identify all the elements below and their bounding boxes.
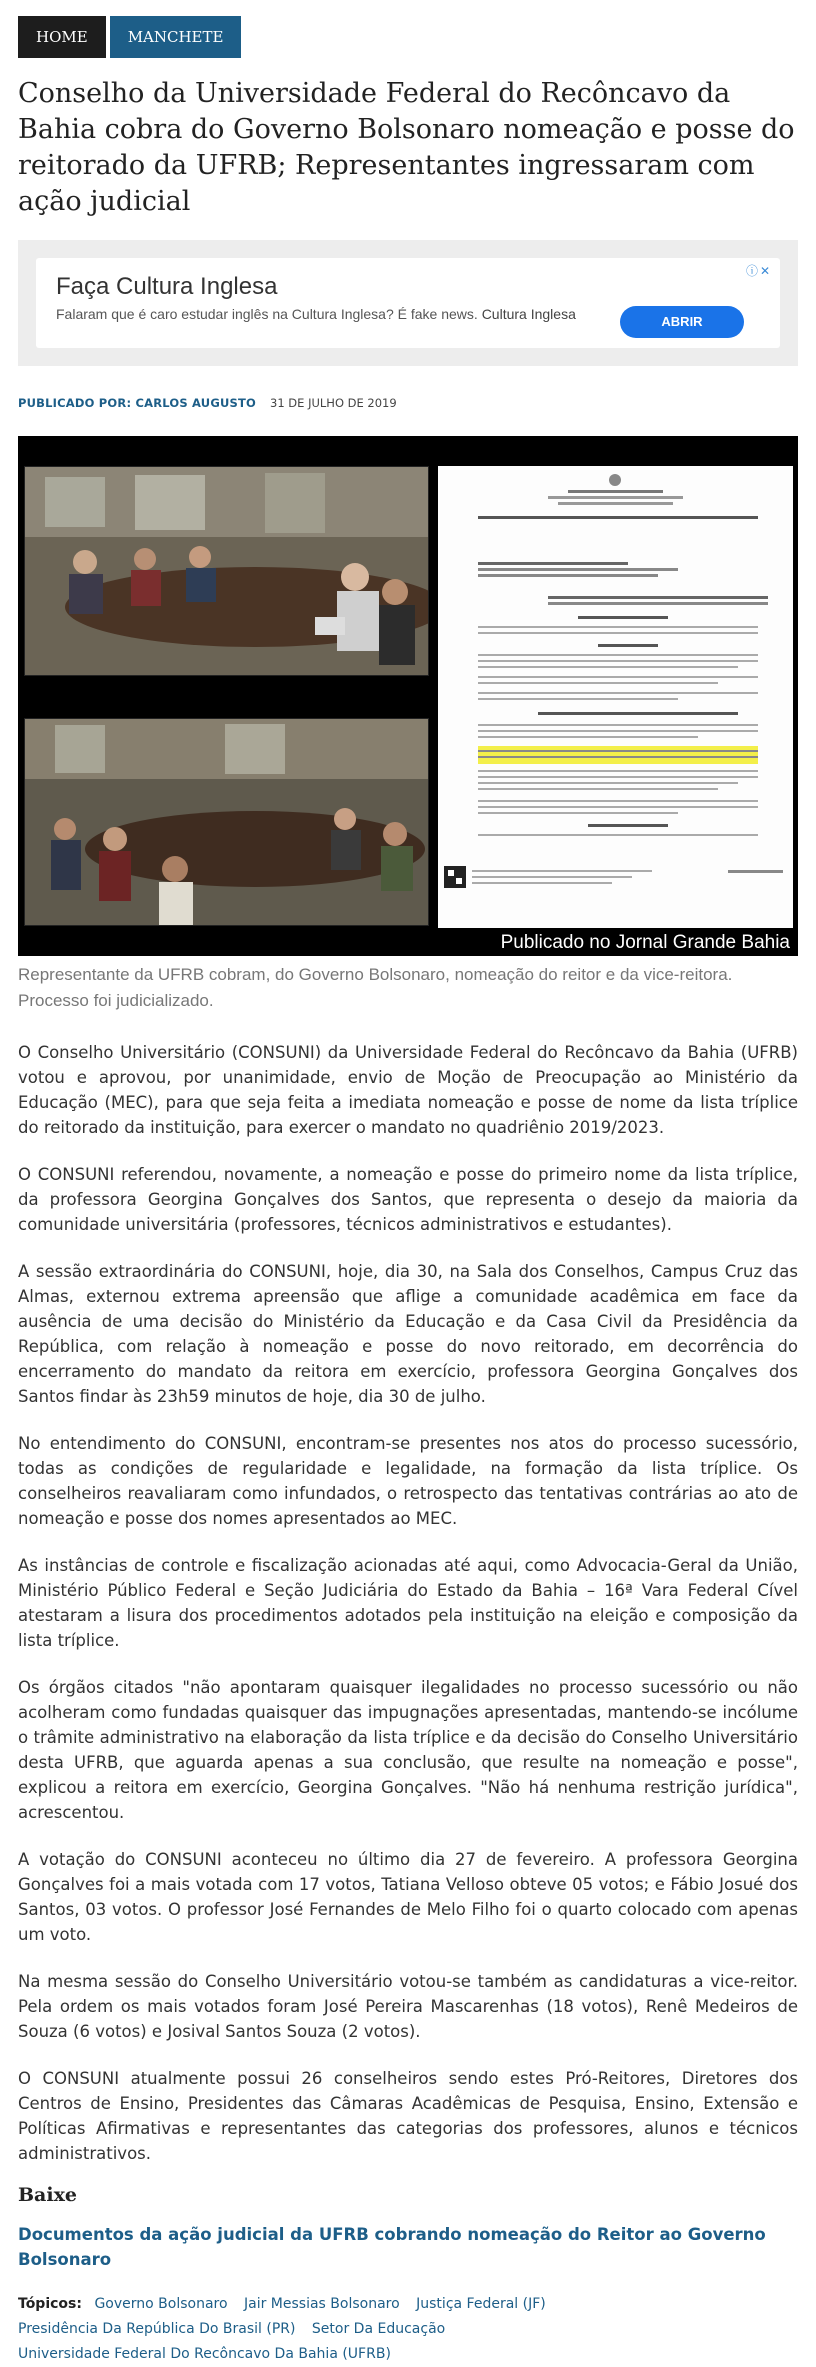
topics-row (18, 2342, 798, 2367)
meeting-photo-1 (24, 466, 429, 676)
topic-link[interactable]: Setor Da Educação (311, 2321, 446, 2337)
topics-section (18, 2292, 798, 2367)
ad-choices-icon[interactable]: ⓘ✕ (745, 264, 772, 278)
author-link[interactable]: PUBLICADO POR: CARLOS AUGUSTO (18, 396, 257, 410)
article-figure[interactable] (18, 436, 798, 956)
topic-link[interactable]: Justiça Federal (JF) (416, 2296, 546, 2312)
article-paragraph: O Conselho Universitário (CONSUNI) da Universidade Federal do Recôncavo da Bahia (UFRB) votou e aprovou, por unanimidade, envio de Moção de Preocupação ao Ministério da Educação (MEC), para que seja feita a imediata nomeação e posse de nome da lista tríplice do reitorado da instituição, para exercer o mandato no quadriênio 2019/2023. (18, 1043, 798, 1137)
topics-label: Tópicos: (18, 2296, 82, 2312)
topic-link[interactable]: Universidade Federal Do Recôncavo Da Bahia (UFRB) (18, 2346, 391, 2362)
ad-brand: Cultura Inglesa (481, 306, 576, 322)
ad-container (18, 240, 798, 366)
court-document-image (438, 466, 793, 928)
article-paragraph: O CONSUNI atualmente possui 26 conselheiros sendo estes Pró-Reitores, Diretores dos Centros de Ensino, Presidentes das Câmaras Acadêmicas de Pesquisa, Ensino, Extensão e Políticas Afirmativas e representantes das categorias dos professores, alunos e técnicos administrativos. (18, 2069, 798, 2163)
ad-title[interactable]: Faça Cultura Inglesa (56, 273, 278, 300)
article-paragraph: A votação do CONSUNI aconteceu no último dia 27 de fevereiro. A professora Georgina Gonçalves foi a mais votada com 17 votos, Tatiana Velloso obteve 05 votos; e Fábio Josué dos Santos, 03 votos. O professor José Fernandes de Melo Filho foi o quarto colocado com apenas um voto. (18, 1850, 798, 1944)
figure-overlay-text: Publicado no Jornal Grande Bahia (500, 932, 790, 953)
article-paragraph: Os órgãos citados "não apontaram quaisquer ilegalidades no processo sucessório ou não acolheram como fundadas quaisquer das impugnações apresentadas, mantendo-se incólume o trâmite administrativo na elaboração da lista tríplice e da decisão do Conselho Universitário desta UFRB, que aguarda apenas a sua conclusão, que resulte na nomeação e posse", explicou a reitora em exercício, Georgina Gonçalves. "Não há nenhuma restrição jurídica", acrescentou. (18, 1678, 798, 1822)
topic-link[interactable]: Jair Messias Bolsonaro (244, 2296, 400, 2312)
article-paragraph: A sessão extraordinária do CONSUNI, hoje, dia 30, na Sala dos Conselhos, Campus Cruz das Almas, externou extrema apreensão que aflige a comunidade acadêmica em face da ausência de uma decisão do Ministério da Educação e da Casa Civil da Presidência da República, com relação à nomeação e posse do novo reitorado, em decorrência do encerramento do mandato da reitora em exercício, professora Georgina Gonçalves dos Santos findar às 23h59 minutos de hoje, dia 30 de julho. (18, 1262, 798, 1406)
publish-date: 31 DE JULHO DE 2019 (270, 396, 397, 410)
ad-open-button[interactable]: ABRIR (620, 306, 744, 338)
article-meta (18, 396, 798, 410)
article-paragraph: As instâncias de controle e fiscalização acionadas até aqui, como Advocacia-Geral da União, Ministério Público Federal e Seção Judiciária do Estado da Bahia – 16ª Vara Federal Cível atestaram a lisura dos procedimentos adotados pela instituição na eleição e composição da lista tríplice. (18, 1556, 798, 1650)
topic-link[interactable]: Presidência Da República Do Brasil (PR) (18, 2321, 296, 2337)
topics-row (18, 2292, 798, 2317)
article-paragraph: Na mesma sessão do Conselho Universitário votou-se também as candidaturas a vice-reitor. Pela ordem os mais votados foram José Pereira Mascarenhas (18 votos), Renê Medeiros de Souza (6 votos) e Josival Santos Souza (2 votos). (18, 1972, 798, 2041)
figure-caption: Representante da UFRB cobram, do Governo Bolsonaro, nomeação do reitor e da vice-reitora. Processo foi judicializado. (18, 965, 733, 1010)
meeting-photo-2 (24, 718, 429, 926)
breadcrumb (18, 0, 798, 58)
breadcrumb-category-link[interactable]: MANCHETE (110, 16, 242, 58)
topic-link[interactable]: Governo Bolsonaro (94, 2296, 228, 2312)
ad-banner[interactable] (36, 258, 780, 348)
article-title: Conselho da Universidade Federal do Recôncavo da Bahia cobra do Governo Bolsonaro nomeação e posse do reitorado da UFRB; Representantes ingressaram com ação judicial (18, 78, 795, 217)
topics-row (18, 2317, 798, 2342)
article-paragraph: No entendimento do CONSUNI, encontram-se presentes nos atos do processo sucessório, todas as condições de regularidade e legalidade, na formação da lista tríplice. Os conselheiros reavaliaram como infundados, o retrospecto das tentativas contrárias ao ato de nomeação e posse dos nomes apresentados ao MEC. (18, 1434, 798, 1528)
ad-text: Falaram que é caro estudar inglês na Cultura Inglesa? É fake news. (56, 306, 478, 322)
article-paragraph: O CONSUNI referendou, novamente, a nomeação e posse do primeiro nome da lista tríplice, da professora Georgina Gonçalves dos Santos, que representa o desejo da maioria da comunidade universitária (professores, técnicos administrativos e estudantes). (18, 1165, 798, 1234)
download-documents-link[interactable]: Documentos da ação judicial da UFRB cobrando nomeação do Reitor ao Governo Bolsonaro (18, 2225, 766, 2269)
breadcrumb-home-link[interactable]: HOME (18, 16, 106, 58)
article-body (18, 1040, 798, 2166)
download-heading: Baixe (18, 2184, 78, 2206)
